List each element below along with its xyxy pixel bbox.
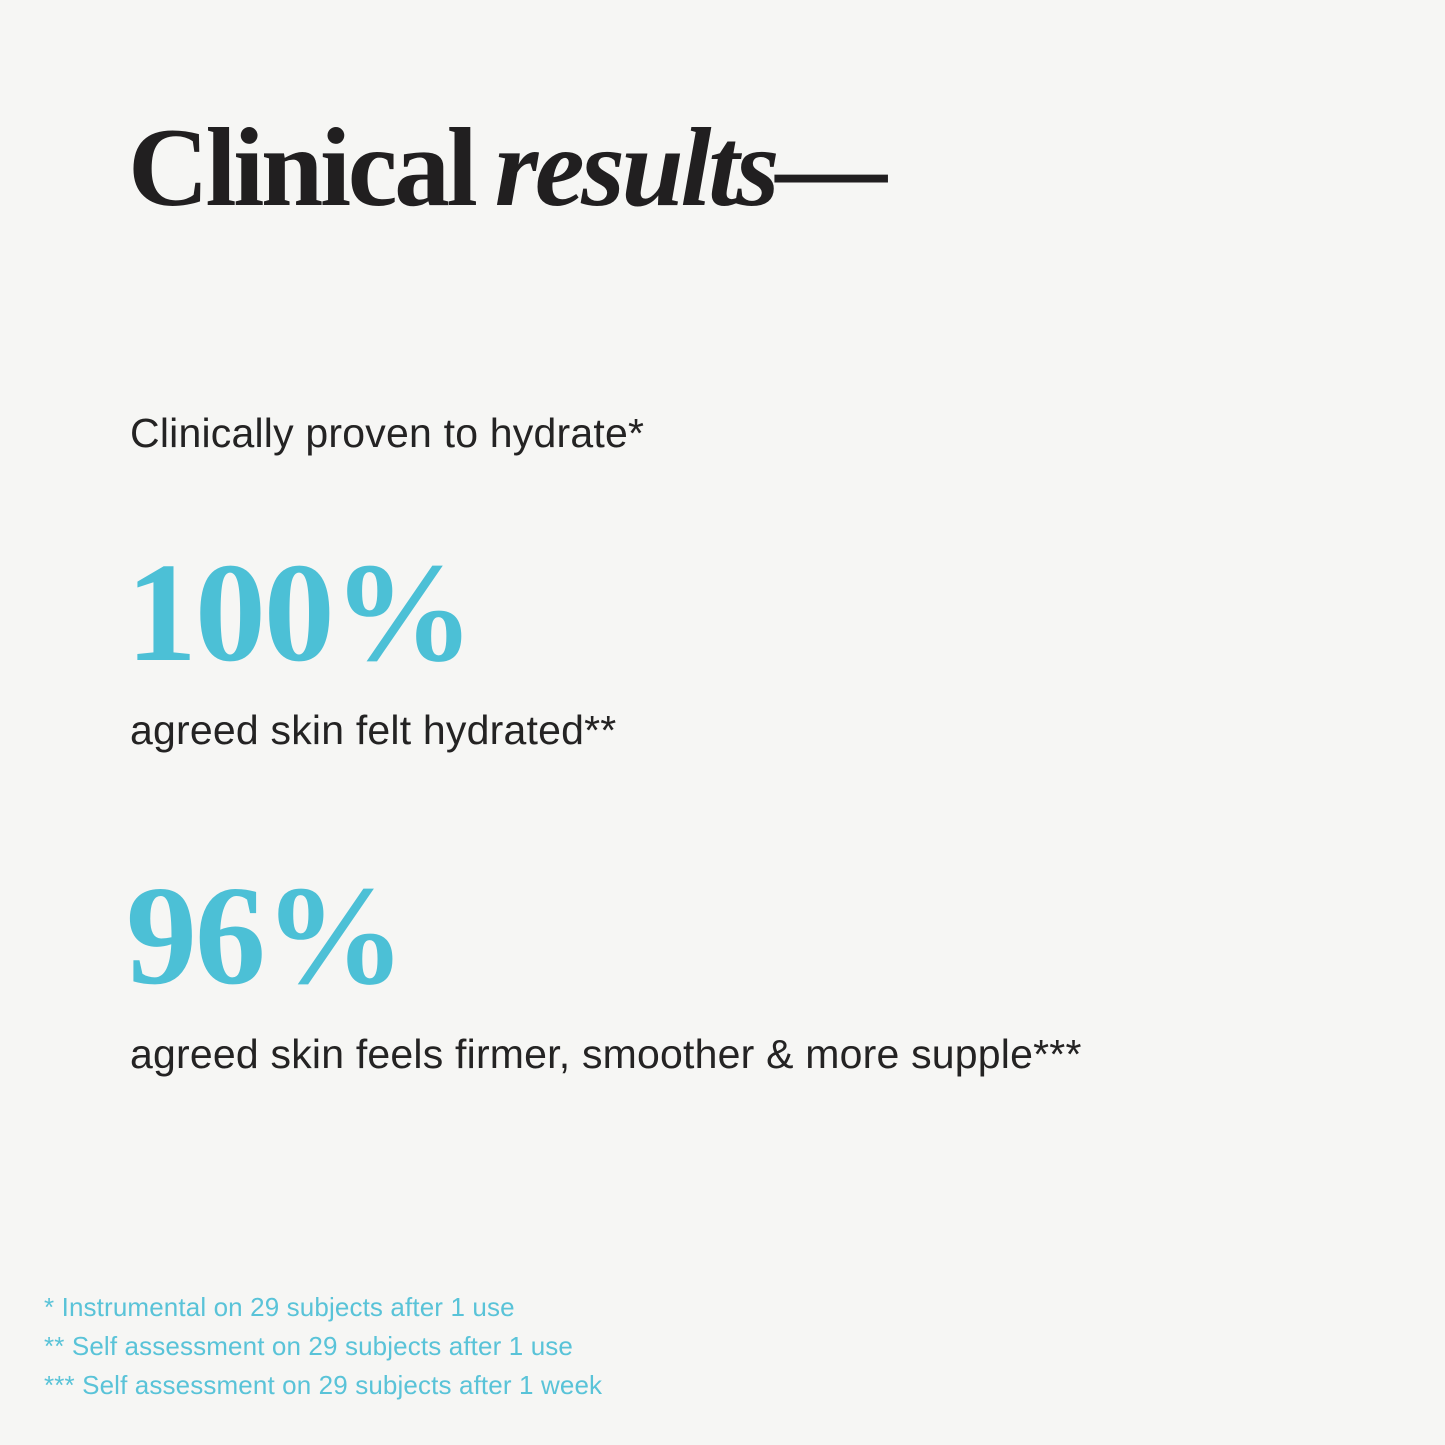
subtitle-claim: Clinically proven to hydrate*: [130, 410, 645, 456]
footnotes: [44, 1288, 602, 1405]
footnote-self-assessment-week: *** Self assessment on 29 subjects after 1 week: [44, 1370, 603, 1400]
page-title: [128, 106, 885, 230]
page-title-regular: Clinical: [128, 106, 475, 230]
footnote-self-assessment-use: ** Self assessment on 29 subjects after 1 use: [44, 1331, 574, 1361]
stat-label-hydrated: agreed skin felt hydrated**: [130, 707, 617, 753]
footnote-instrumental: * Instrumental on 29 subjects after 1 use: [44, 1292, 515, 1322]
stat-value-firmer: 96%: [126, 856, 404, 1014]
stat-label-firmer: agreed skin feels firmer, smoother & more supple***: [130, 1031, 1082, 1077]
page-title-italic: results—: [494, 106, 885, 230]
stat-value-hydrated: 100%: [126, 533, 473, 691]
